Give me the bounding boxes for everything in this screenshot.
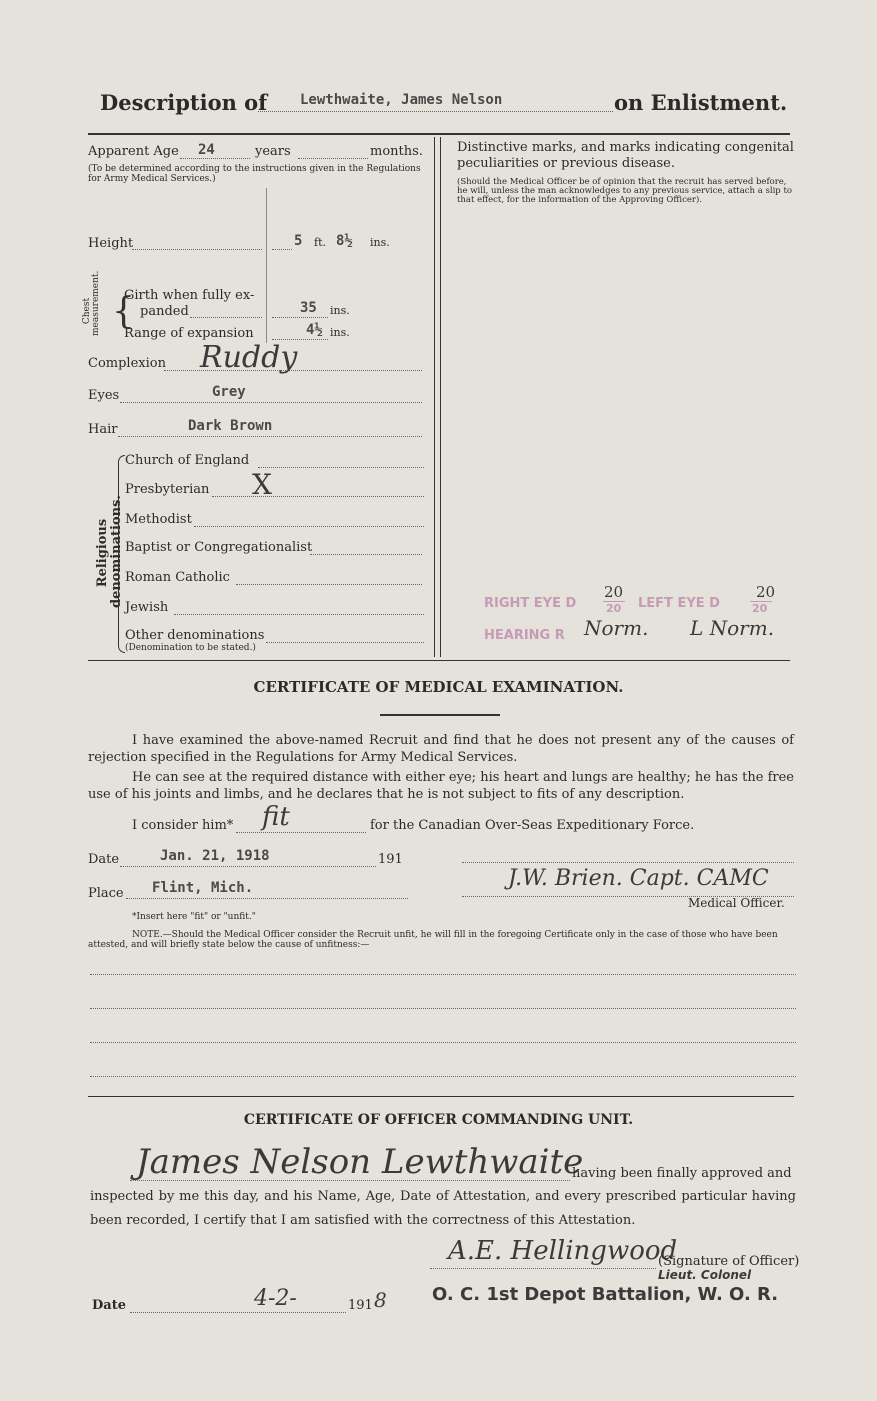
months-label: months. [370, 144, 423, 159]
complexion-value: Ruddy [200, 340, 298, 375]
age-note: (To be determined according to the instructions given in the Regulations for Army Medical Services.) [88, 164, 421, 184]
officer-unit: O. C. 1st Depot Battalion, W. O. R. [432, 1284, 779, 1305]
religion-roman-catholic: Roman Catholic [125, 570, 230, 585]
marks-heading: Distinctive marks, and marks indicating congenital peculiarities or previous disease. [457, 140, 794, 171]
place-value: Flint, Mich. [152, 880, 254, 896]
column-divider [440, 137, 441, 657]
religion-jewish: Jewish [125, 600, 169, 615]
left-eye-num: 20 [756, 583, 776, 601]
medical-heading: CERTIFICATE OF MEDICAL EXAMINATION. [253, 678, 624, 696]
medical-para-1: I have examined the above-named Recruit and find that he does not present any of the causes of rejection specified in the Regulations for Army Medical Services. [88, 733, 794, 765]
commanding-text-2: inspected by me this day, and his Name, Age, Date of Attestation, and every prescribed particular having [90, 1189, 796, 1204]
consider-value: fit [262, 802, 290, 832]
consider-line [236, 832, 366, 833]
religion-line-6 [266, 642, 424, 643]
ft-label: ft. [314, 236, 326, 249]
right-eye-num: 20 [604, 583, 624, 601]
height-ft-line [272, 249, 292, 250]
consider-prefix: I consider him* [132, 818, 234, 833]
commanding-top-rule [88, 1096, 794, 1097]
height-inches: 8½ [336, 233, 353, 249]
top-rule [88, 133, 790, 135]
measure-divider [266, 188, 267, 343]
commanding-date-year-suffix: 8 [374, 1288, 387, 1312]
height-label: Height [88, 236, 134, 251]
religion-side-label: Religious denominations. [95, 495, 124, 608]
girth-label-2: panded [140, 304, 189, 319]
hearing-right: Norm. [584, 616, 649, 640]
medical-officer-label: Medical Officer. [688, 896, 785, 910]
age-years-value: 24 [198, 142, 215, 158]
form-title-right: on Enlistment. [614, 90, 788, 115]
age-years-line [180, 158, 250, 159]
commanding-date-year: 191 [348, 1298, 373, 1313]
column-divider-inner [434, 137, 435, 657]
officer-signature-line [430, 1268, 656, 1269]
commanding-heading: CERTIFICATE OF OFFICER COMMANDING UNIT. [243, 1112, 634, 1128]
years-label: years [255, 144, 291, 159]
medical-para-2: He can see at the required distance with either eye; his heart and lungs are healthy; he has the free use of his joints and limbs, and he declares that he is not subject to fits of any description. [88, 770, 794, 802]
girth-line [190, 317, 262, 318]
officer-rank: Lieut. Colonel [658, 1268, 752, 1282]
age-label: Apparent Age [88, 144, 179, 159]
medical-date-value: Jan. 21, 1918 [160, 848, 270, 864]
medical-note: NOTE.—Should the Medical Officer consider the Recruit unfit, he will fill in the foregoing Certificate only in the case of those who have been attested, and will briefly state below the cause of unfitness:— [88, 930, 778, 950]
medical-signature-line-top [462, 862, 794, 863]
medical-heading-rule [380, 714, 500, 716]
girth-label-1: Girth when fully ex- [124, 288, 255, 303]
left-eye-label: LEFT EYE D [638, 596, 720, 611]
religion-presbyterian: Presbyterian [125, 482, 210, 497]
religion-brace [118, 455, 125, 653]
medical-date-year: 191 [378, 852, 403, 867]
height-feet: 5 [294, 233, 303, 249]
unfit-line-2 [90, 1008, 796, 1009]
religion-line-0 [258, 467, 424, 468]
religion-line-3 [310, 554, 422, 555]
girth-ins-label: ins. [330, 304, 350, 317]
right-eye-label: RIGHT EYE D [484, 596, 577, 611]
name-line [258, 111, 613, 112]
height-ins-label: ins. [370, 236, 390, 249]
commanding-text-1: having been finally approved and [572, 1166, 792, 1181]
hair-label: Hair [88, 422, 118, 437]
place-line [126, 898, 408, 899]
expansion-ins-label: ins. [330, 326, 350, 339]
signature-label: (Signature of Officer) [658, 1254, 800, 1269]
religion-line-1 [212, 496, 424, 497]
right-eye-den: 20 [606, 602, 622, 615]
medical-date-line [120, 866, 376, 867]
insert-note: *Insert here "fit" or "unfit." [132, 912, 256, 922]
chest-brace: { [112, 291, 135, 332]
religion-other: Other denominations [125, 628, 265, 643]
hair-value: Dark Brown [188, 418, 273, 434]
girth-value: 35 [300, 300, 317, 316]
expansion-value: 4½ [306, 322, 323, 338]
presbyterian-mark: X [252, 468, 272, 501]
complexion-label: Complexion [88, 356, 166, 371]
consider-suffix: for the Canadian Over-Seas Expeditionary Force. [370, 818, 695, 833]
hearing-left: L Norm. [690, 616, 775, 640]
age-months-line [298, 158, 368, 159]
religion-other-note: (Denomination to be stated.) [125, 643, 256, 653]
medical-date-label: Date [88, 852, 120, 867]
place-label: Place [88, 886, 124, 901]
hearing-label: HEARING R [484, 628, 565, 643]
commanding-date-value: 4-2- [254, 1286, 297, 1311]
commanding-text-3: been recorded, I certify that I am satisfied with the correctness of this Attestation. [90, 1213, 636, 1228]
girth-value-line [272, 317, 328, 318]
expansion-label: Range of expansion [124, 326, 254, 341]
religion-line-5 [174, 614, 424, 615]
unfit-line-4 [90, 1076, 796, 1077]
left-eye-den: 20 [752, 602, 768, 615]
religion-church-of-england: Church of England [125, 453, 250, 468]
medical-officer-signature: J.W. Brien. Capt. CAMC [508, 866, 769, 891]
recruit-name: Lewthwaite, James Nelson [300, 92, 503, 108]
form-title-left: Description of [100, 90, 268, 115]
hair-line [118, 436, 422, 437]
commanding-date-label: Date [92, 1298, 126, 1313]
unfit-line-3 [90, 1042, 796, 1043]
marks-note: (Should the Medical Officer be of opinion that the recruit has served before, he will, unless the man acknowledges to any previous service, attach a slip to that effect, for the information of the Approving Officer). [457, 177, 792, 205]
commanding-officer-signature: A.E. Hellingwood [448, 1236, 678, 1266]
eyes-label: Eyes [88, 388, 120, 403]
eyes-line [120, 402, 422, 403]
religion-line-2 [194, 526, 424, 527]
eyes-value: Grey [212, 384, 246, 400]
religion-line-4 [236, 584, 422, 585]
religion-methodist: Methodist [125, 512, 192, 527]
commanding-date-line [130, 1312, 346, 1313]
religion-baptist: Baptist or Congregationalist [125, 540, 313, 555]
unfit-line-1 [90, 974, 796, 975]
height-line [132, 249, 262, 250]
section-bottom-rule [88, 660, 790, 661]
recruit-signature: James Nelson Lewthwaite [136, 1142, 584, 1182]
chest-side-label: Chest measurement. [82, 270, 101, 336]
